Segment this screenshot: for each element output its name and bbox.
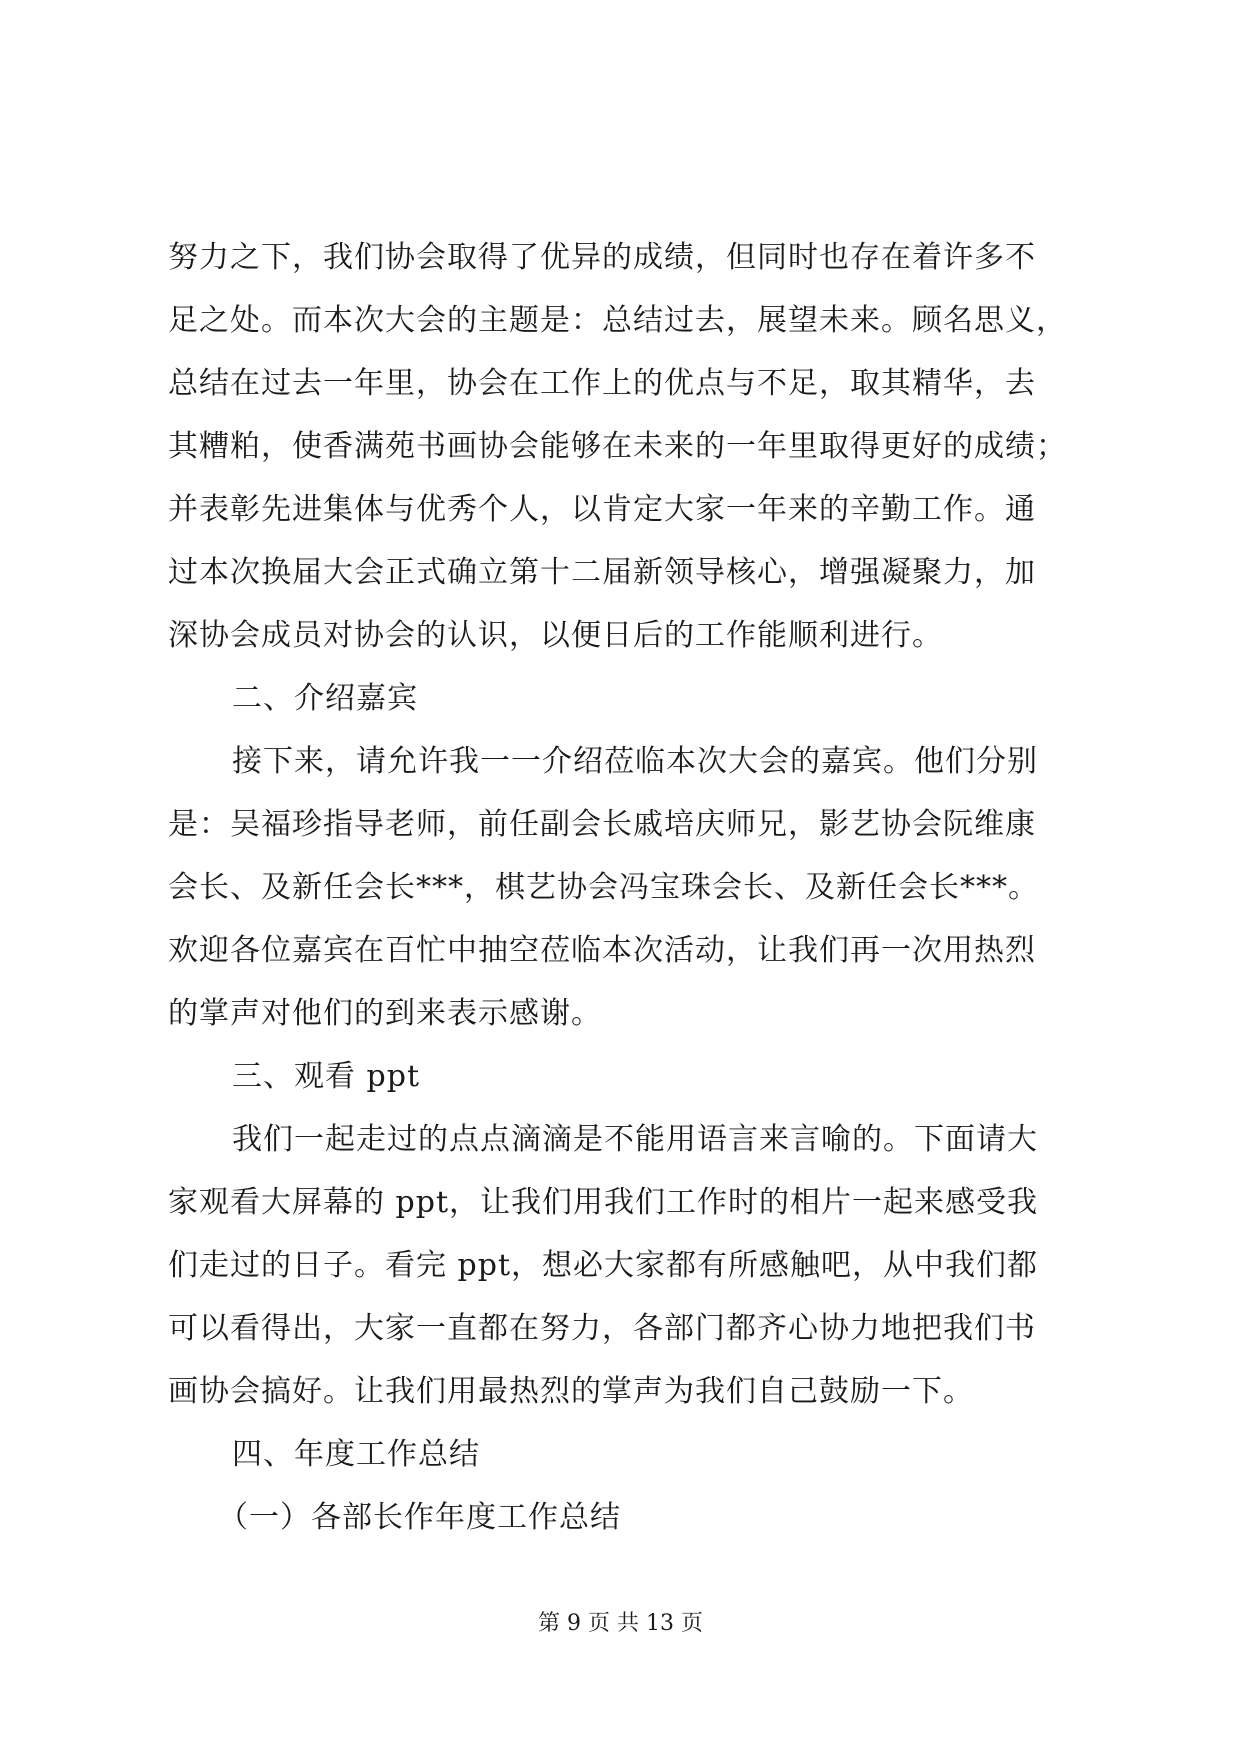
paragraph-line: 我们一起走过的点点滴滴是不能用语言来言喻的。下面请大	[232, 1122, 1038, 1157]
paragraph-line: 过本次换届大会正式确立第十二届新领导核心，增强凝聚力，加	[168, 555, 1036, 590]
paragraph-line: 深协会成员对协会的认识，以便日后的工作能顺利进行。	[168, 618, 943, 653]
subsection-heading: （一）各部长作年度工作总结	[218, 1500, 621, 1535]
body-text	[168, 226, 1128, 1549]
section-heading-ppt: 三、观看 ppt	[232, 1059, 420, 1094]
paragraph-line: 努力之下，我们协会取得了优异的成绩，但同时也存在着许多不	[168, 240, 1036, 275]
paragraph-line: 家观看大屏幕的 ppt，让我们用我们工作时的相片一起来感受我	[168, 1185, 1038, 1220]
paragraph-line: 接下来，请允许我一一介绍莅临本次大会的嘉宾。他们分别	[232, 744, 1038, 779]
paragraph-line: 并表彰先进集体与优秀个人，以肯定大家一年来的辛勤工作。通	[168, 492, 1036, 527]
paragraph-line: 们走过的日子。看完 ppt，想必大家都有所感触吧，从中我们都	[168, 1248, 1038, 1283]
page-number-footer: 第 9 页 共 13 页	[538, 1611, 703, 1636]
paragraph-line: 是：吴福珍指导老师，前任副会长戚培庆师兄，影艺协会阮维康	[168, 807, 1036, 842]
paragraph-line: 的掌声对他们的到来表示感谢。	[168, 996, 602, 1031]
paragraph-line: 其糟粕，使香满苑书画协会能够在未来的一年里取得更好的成绩；	[168, 429, 1067, 464]
paragraph-line: 画协会搞好。让我们用最热烈的掌声为我们自己鼓励一下。	[168, 1374, 974, 1409]
section-heading-summary: 四、年度工作总结	[232, 1437, 480, 1472]
paragraph-line: 可以看得出，大家一直都在努力，各部门都齐心协力地把我们书	[168, 1311, 1036, 1346]
paragraph-line: 总结在过去一年里，协会在工作上的优点与不足，取其精华，去	[168, 366, 1036, 401]
paragraph-line: 会长、及新任会长***，棋艺协会冯宝珠会长、及新任会长***。	[168, 870, 1039, 905]
paragraph-line: 欢迎各位嘉宾在百忙中抽空莅临本次活动，让我们再一次用热烈	[168, 933, 1036, 968]
paragraph-line: 足之处。而本次大会的主题是：总结过去，展望未来。顾名思义，	[168, 303, 1067, 338]
section-heading-guests: 二、介绍嘉宾	[232, 681, 418, 716]
